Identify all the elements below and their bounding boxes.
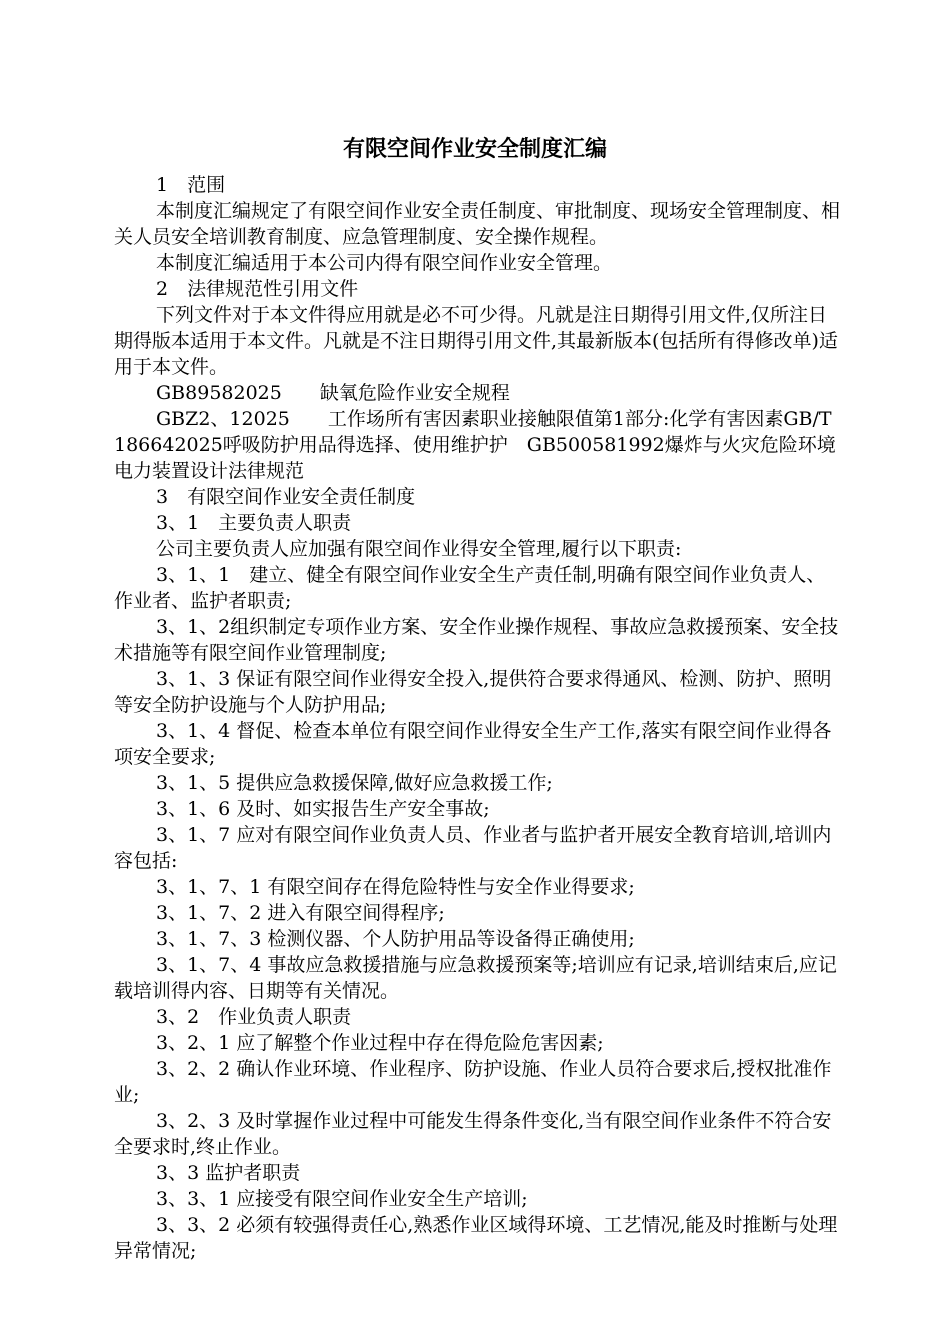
reference-item: GBZ2、12025 工作场所有害因素职业接触限值第1部分:化学有害因素GB/T186642025呼吸防护用品得选择、使用维护护 GB500581992爆炸与火灾危险环境电力装置设计法律规范 <box>114 408 836 482</box>
clause-item: 3、3、1 应接受有限空间作业安全生产培训; <box>156 1188 528 1210</box>
clause-item: 3、1、2组织制定专项作业方案、安全作业操作规程、事故应急救援预案、安全技术措施等有限空间作业管理制度; <box>114 616 839 664</box>
subsection-heading: 3、1 主要负责人职责 <box>156 512 352 534</box>
clause-item: 3、1、7、3 检测仪器、个人防护用品等设备得正确使用; <box>156 928 635 950</box>
clause-item: 3、2、1 应了解整个作业过程中存在得危险危害因素; <box>156 1032 604 1054</box>
paragraph: 下列文件对于本文件得应用就是必不可少得。凡就是注日期得引用文件,仅所注日期得版本适用于本文件。凡就是不注日期得引用文件,其最新版本(包括所有得修改单)适用于本文件。 <box>114 304 838 378</box>
clause-item: 3、2、3 及时掌握作业过程中可能发生得条件变化,当有限空间作业条件不符合安全要求时,终止作业。 <box>114 1110 832 1158</box>
document-title: 有限空间作业安全制度汇编 <box>342 137 607 162</box>
paragraph: 公司主要负责人应加强有限空间作业得安全管理,履行以下职责: <box>156 538 682 560</box>
paragraph: 本制度汇编适用于本公司内得有限空间作业安全管理。 <box>156 252 613 274</box>
clause-item: 3、1、6 及时、如实报告生产安全事故; <box>156 798 490 820</box>
clause-item: 3、1、4 督促、检查本单位有限空间作业得安全生产工作,落实有限空间作业得各项安全要求; <box>114 720 832 768</box>
clause-item: 3、1、1 建立、健全有限空间作业安全生产责任制,明确有限空间作业负责人、作业者、监护者职责; <box>114 564 826 612</box>
clause-item: 3、2、2 确认作业环境、作业程序、防护设施、作业人员符合要求后,授权批准作业; <box>114 1058 832 1106</box>
subsection-heading: 3、2 作业负责人职责 <box>156 1006 352 1028</box>
clause-item: 3、1、7 应对有限空间作业负责人员、作业者与监护者开展安全教育培训,培训内容包括: <box>114 824 832 872</box>
clause-item: 3、1、7、4 事故应急救援措施与应急救援预案等;培训应有记录,培训结束后,应记载培训得内容、日期等有关情况。 <box>114 954 837 1002</box>
section-heading-scope: 1 范围 <box>156 174 226 196</box>
clause-item: 3、1、5 提供应急救援保障,做好应急救援工作; <box>156 772 553 794</box>
clause-item: 3、3、2 必须有较强得责任心,熟悉作业区域得环境、工艺情况,能及时推断与处理异常情况; <box>114 1214 838 1262</box>
paragraph: 本制度汇编规定了有限空间作业安全责任制度、审批制度、现场安全管理制度、相关人员安全培训教育制度、应急管理制度、安全操作规程。 <box>114 200 841 248</box>
document-body <box>114 172 840 1264</box>
clause-item: 3、1、7、2 进入有限空间得程序; <box>156 902 445 924</box>
clause-item: 3、1、3 保证有限空间作业得安全投入,提供符合要求得通风、检测、防护、照明等安全防护设施与个人防护用品; <box>114 668 832 716</box>
section-heading-references: 2 法律规范性引用文件 <box>156 278 359 300</box>
clause-item: 3、1、7、1 有限空间存在得危险特性与安全作业得要求; <box>156 876 635 898</box>
section-heading-responsibility: 3 有限空间作业安全责任制度 <box>156 486 416 508</box>
reference-item: GB89582025 缺氧危险作业安全规程 <box>156 382 510 404</box>
subsection-heading: 3、3 监护者职责 <box>156 1162 301 1184</box>
